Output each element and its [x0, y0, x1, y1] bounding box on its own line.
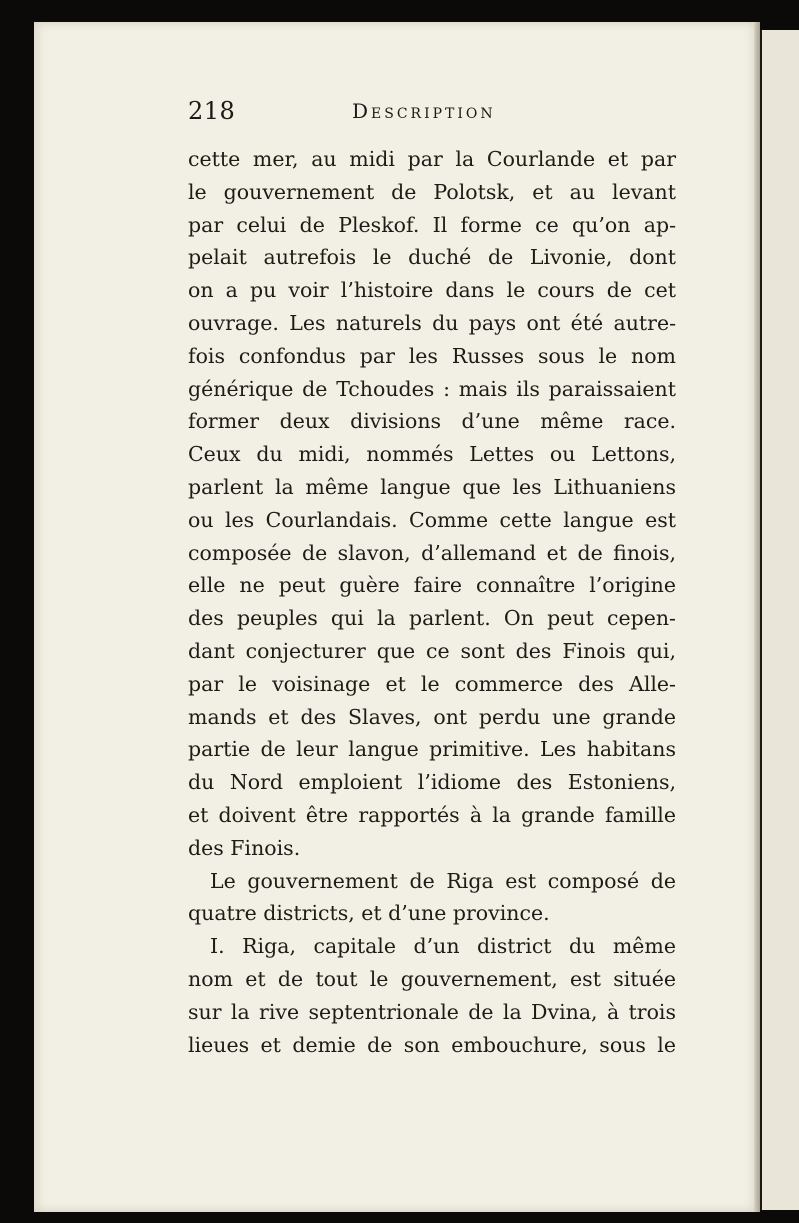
- text-line: et doivent être rapportés à la grande famille: [188, 802, 676, 827]
- text-line: ouvrage. Les naturels du pays ont été autre-: [188, 310, 676, 335]
- text-line: mands et des Slaves, ont perdu une grande: [188, 704, 676, 729]
- text-line: ou les Courlandais. Comme cette langue est: [188, 507, 676, 532]
- adjacent-page-edge: [760, 30, 799, 1210]
- page-gutter-shadow: [754, 22, 760, 1212]
- text-line: elle ne peut guère faire connaître l’origine: [188, 573, 676, 598]
- text-line: pelait autrefois le duché de Livonie, dont: [188, 245, 676, 270]
- text-line: fois confondus par les Russes sous le nom: [188, 343, 676, 368]
- text-line: nom et de tout le gouvernement, est située: [188, 966, 676, 991]
- text-line: par celui de Pleskof. Il forme ce qu’on ap-: [188, 212, 676, 237]
- page-number: 218: [188, 97, 236, 125]
- text-line: quatre districts, et d’une province.: [188, 901, 550, 926]
- text-line: composée de slavon, d’allemand et de finois,: [188, 540, 676, 565]
- running-title: Description: [352, 99, 496, 123]
- text-line: parlent la même langue que les Lithuaniens: [188, 474, 676, 499]
- text-line: former deux divisions d’une même race.: [188, 409, 676, 434]
- text-line: cette mer, au midi par la Courlande et par: [188, 147, 676, 171]
- running-head: [188, 95, 688, 131]
- text-line: partie de leur langue primitive. Les habitans: [188, 737, 676, 762]
- text-line: des Finois.: [188, 835, 301, 860]
- text-line: sur la rive septentrionale de la Dvina, à trois: [188, 999, 676, 1024]
- text-line: I. Riga, capitale d’un district du même: [210, 934, 676, 959]
- text-line: des peuples qui la parlent. On peut cepen-: [188, 606, 676, 631]
- text-line: du Nord emploient l’idiome des Estoniens,: [188, 770, 676, 795]
- text-line: lieues et demie de son embouchure, sous le: [188, 1032, 676, 1057]
- body-text: [188, 143, 676, 1061]
- text-line: par le voisinage et le commerce des Alle-: [188, 671, 676, 696]
- text-line: le gouvernement de Polotsk, et au levant: [188, 179, 676, 204]
- text-line: générique de Tchoudes : mais ils paraissaient: [188, 376, 676, 401]
- text-line: Ceux du midi, nommés Lettes ou Lettons,: [188, 442, 676, 467]
- text-line: Le gouvernement de Riga est composé de: [210, 868, 676, 893]
- text-line: dant conjecturer que ce sont des Finois qui,: [188, 638, 676, 663]
- text-line: on a pu voir l’histoire dans le cours de cet: [188, 278, 676, 303]
